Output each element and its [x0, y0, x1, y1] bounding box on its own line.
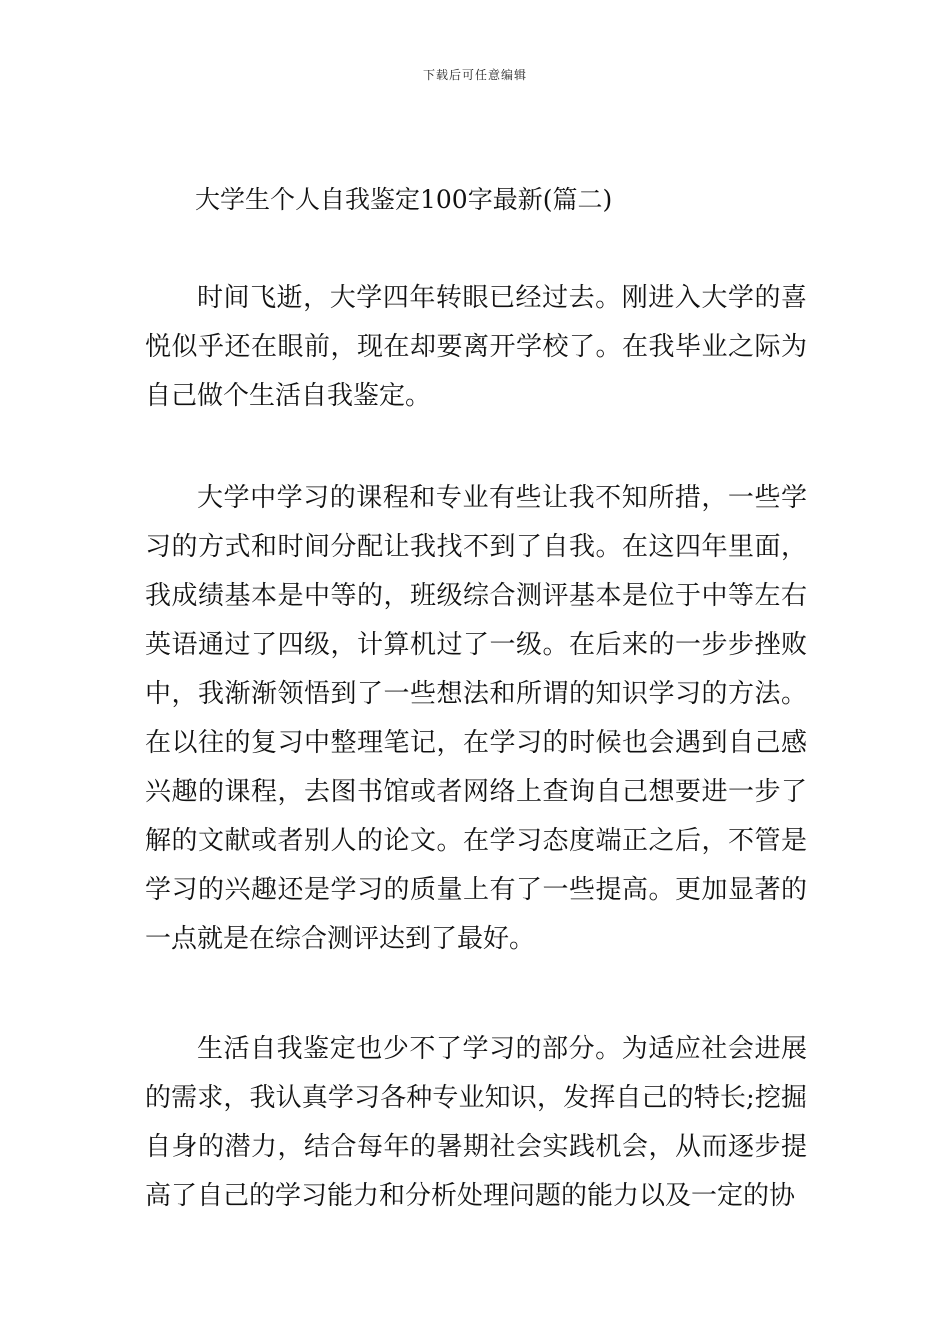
document-title: 大学生个人自我鉴定100字最新(篇二)	[195, 185, 613, 214]
paragraph-3: 生活自我鉴定也少不了学习的部分。为适应社会进展的需求，我认真学习各种专业知识，发挥自己的特长;挖掘自身的潜力，结合每年的暑期社会实践机会，从而逐步提高了自己的学习能力和分析处理问题的能力以及一定的协	[145, 1034, 807, 1211]
header-note: 下载后可任意编辑	[422, 68, 527, 82]
paragraph-2: 大学中学习的课程和专业有些让我不知所措，一些学习的方式和时间分配让我找不到了自我。在这四年里面，我成绩基本是中等的，班级综合测评基本是位于中等左右英语通过了四级，计算机过了一级。在后来的一步步挫败中，我渐渐领悟到了一些想法和所谓的知识学习的方法。在以往的复习中整理笔记，在学习的时候也会遇到自己感兴趣的课程，去图书馆或者网络上查询自己想要进一步了解的文献或者别人的论文。在学习态度端正之后，不管是学习的兴趣还是学习的质量上有了一些提高。更加显著的一点就是在综合测评达到了最好。	[145, 483, 807, 954]
paragraph-1: 时间飞逝，大学四年转眼已经过去。刚进入大学的喜悦似乎还在眼前，现在却要离开学校了。在我毕业之际为自己做个生活自我鉴定。	[145, 283, 807, 411]
